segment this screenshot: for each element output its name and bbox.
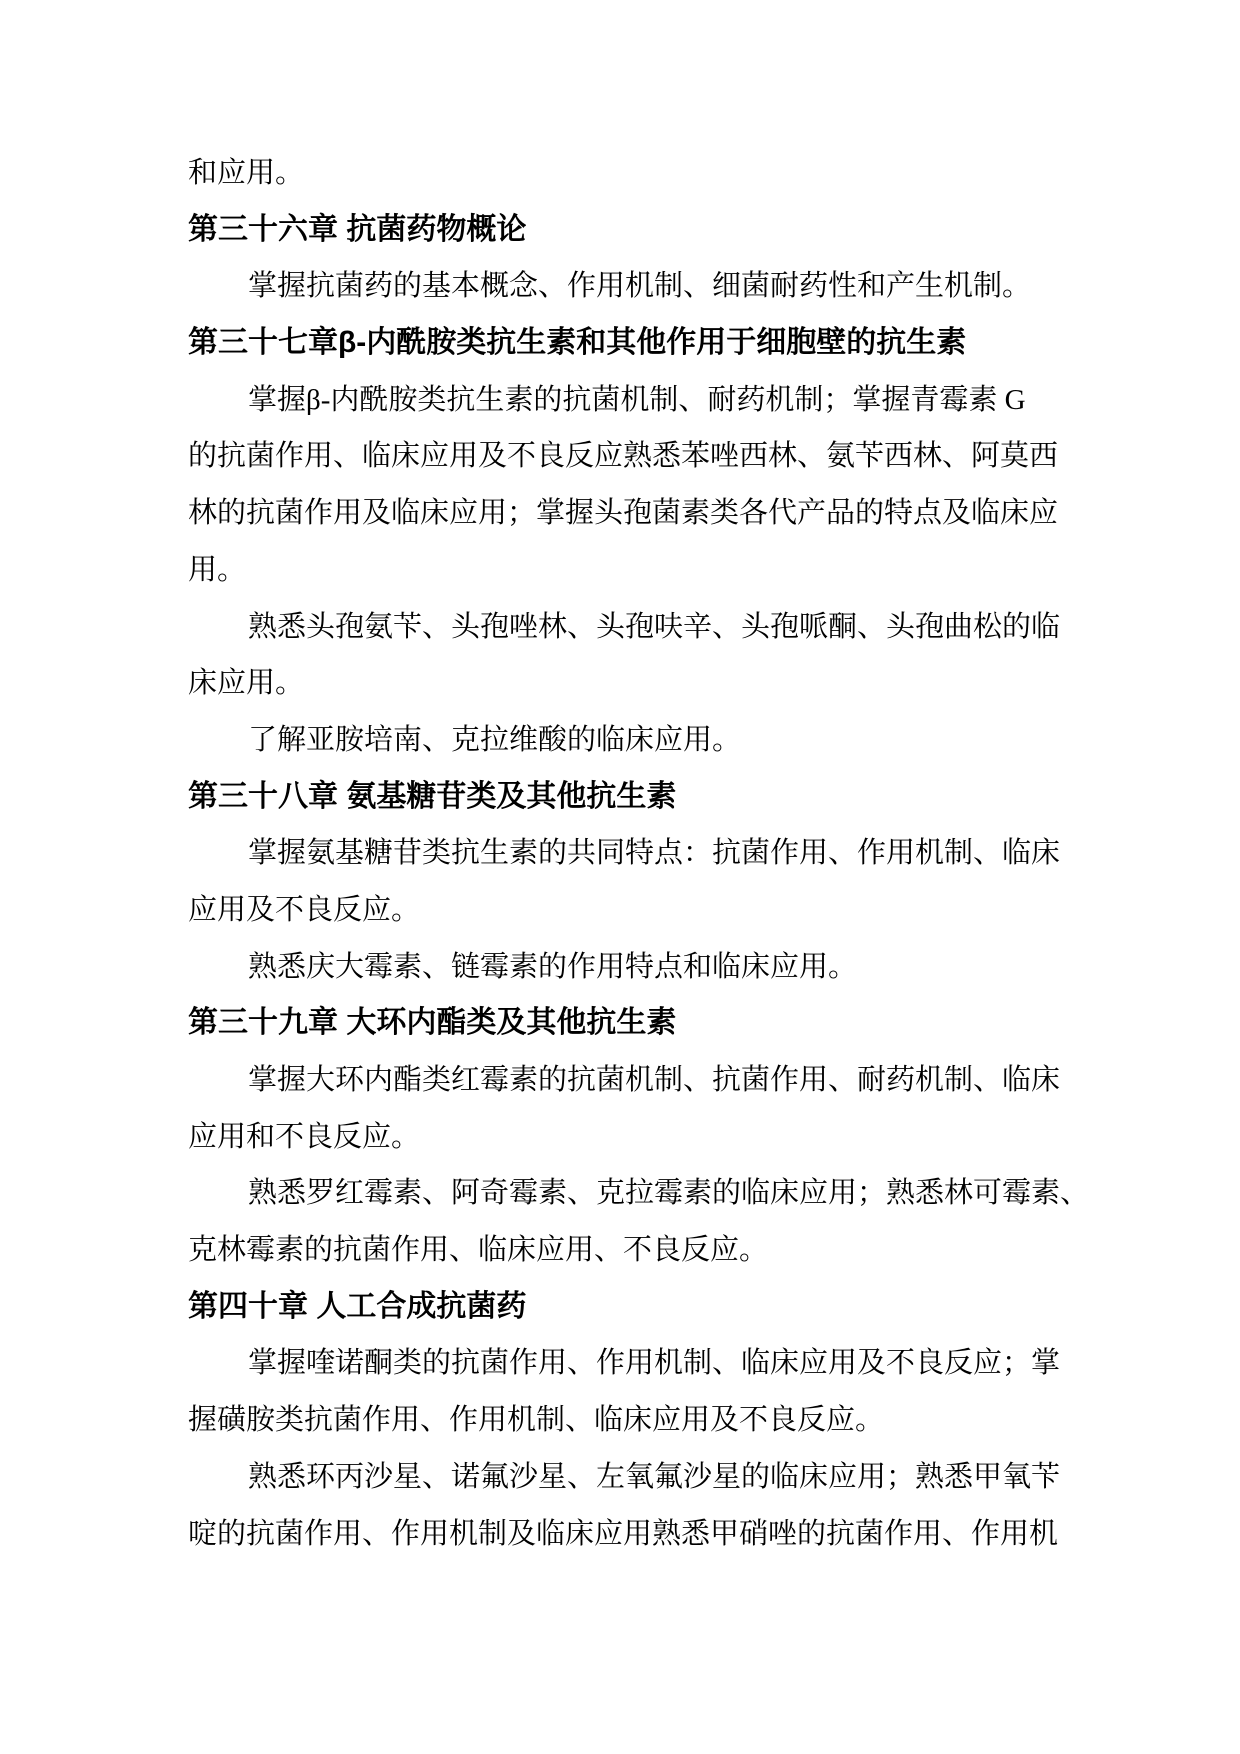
body-text-line: 和应用。 (188, 157, 305, 189)
body-text-line: 熟悉罗红霉素、阿奇霉素、克拉霉素的临床应用；熟悉林可霉素、 (248, 1177, 1090, 1210)
body-text-line: 应用和不良反应。 (188, 1120, 421, 1153)
body-text-line: 掌握β-内酰胺类抗生素的抗菌机制、耐药机制；掌握青霉素 G (248, 383, 1026, 416)
document-body (188, 153, 1090, 1570)
chapter-heading: 第三十九章 大环内酯类及其他抗生素 (188, 1006, 677, 1040)
chapter-heading: 第三十七章β-内酰胺类抗生素和其他作用于细胞壁的抗生素 (188, 326, 967, 360)
body-text-line: 的抗菌作用、临床应用及不良反应熟悉苯唑西林、氨苄西林、阿莫西 (188, 440, 1059, 473)
body-text-line: 掌握抗菌药的基本概念、作用机制、细菌耐药性和产生机制。 (248, 270, 1032, 303)
chapter-heading: 第三十六章 抗菌药物概论 (188, 212, 527, 246)
body-text-line: 林的抗菌作用及临床应用；掌握头孢菌素类各代产品的特点及临床应 (188, 497, 1059, 530)
chapter-heading: 第四十章 人工合成抗菌药 (188, 1289, 527, 1323)
body-text-line: 掌握氨基糖苷类抗生素的共同特点：抗菌作用、作用机制、临床 (248, 837, 1061, 870)
body-text-line: 熟悉环丙沙星、诺氟沙星、左氧氟沙星的临床应用；熟悉甲氧苄 (248, 1460, 1061, 1493)
body-text-line: 握磺胺类抗菌作用、作用机制、临床应用及不良反应。 (188, 1404, 885, 1437)
body-text-line: 啶的抗菌作用、作用机制及临床应用熟悉甲硝唑的抗菌作用、作用机 (188, 1517, 1059, 1550)
chapter-heading: 第三十八章 氨基糖苷类及其他抗生素 (188, 779, 677, 813)
body-text-line: 熟悉头孢氨苄、头孢唑林、头孢呋辛、头孢哌酮、头孢曲松的临 (248, 610, 1061, 643)
body-text-line: 掌握喹诺酮类的抗菌作用、作用机制、临床应用及不良反应；掌 (248, 1347, 1061, 1380)
body-text-line: 克林霉素的抗菌作用、临床应用、不良反应。 (188, 1234, 769, 1267)
body-text-line: 用。 (188, 553, 247, 586)
body-text-line: 床应用。 (188, 667, 305, 700)
body-text-line: 应用及不良反应。 (188, 893, 421, 926)
body-text-line: 熟悉庆大霉素、链霉素的作用特点和临床应用。 (248, 950, 858, 983)
body-text-line: 了解亚胺培南、克拉维酸的临床应用。 (248, 723, 742, 756)
body-text-line: 掌握大环内酯类红霉素的抗菌机制、抗菌作用、耐药机制、临床 (248, 1064, 1061, 1096)
